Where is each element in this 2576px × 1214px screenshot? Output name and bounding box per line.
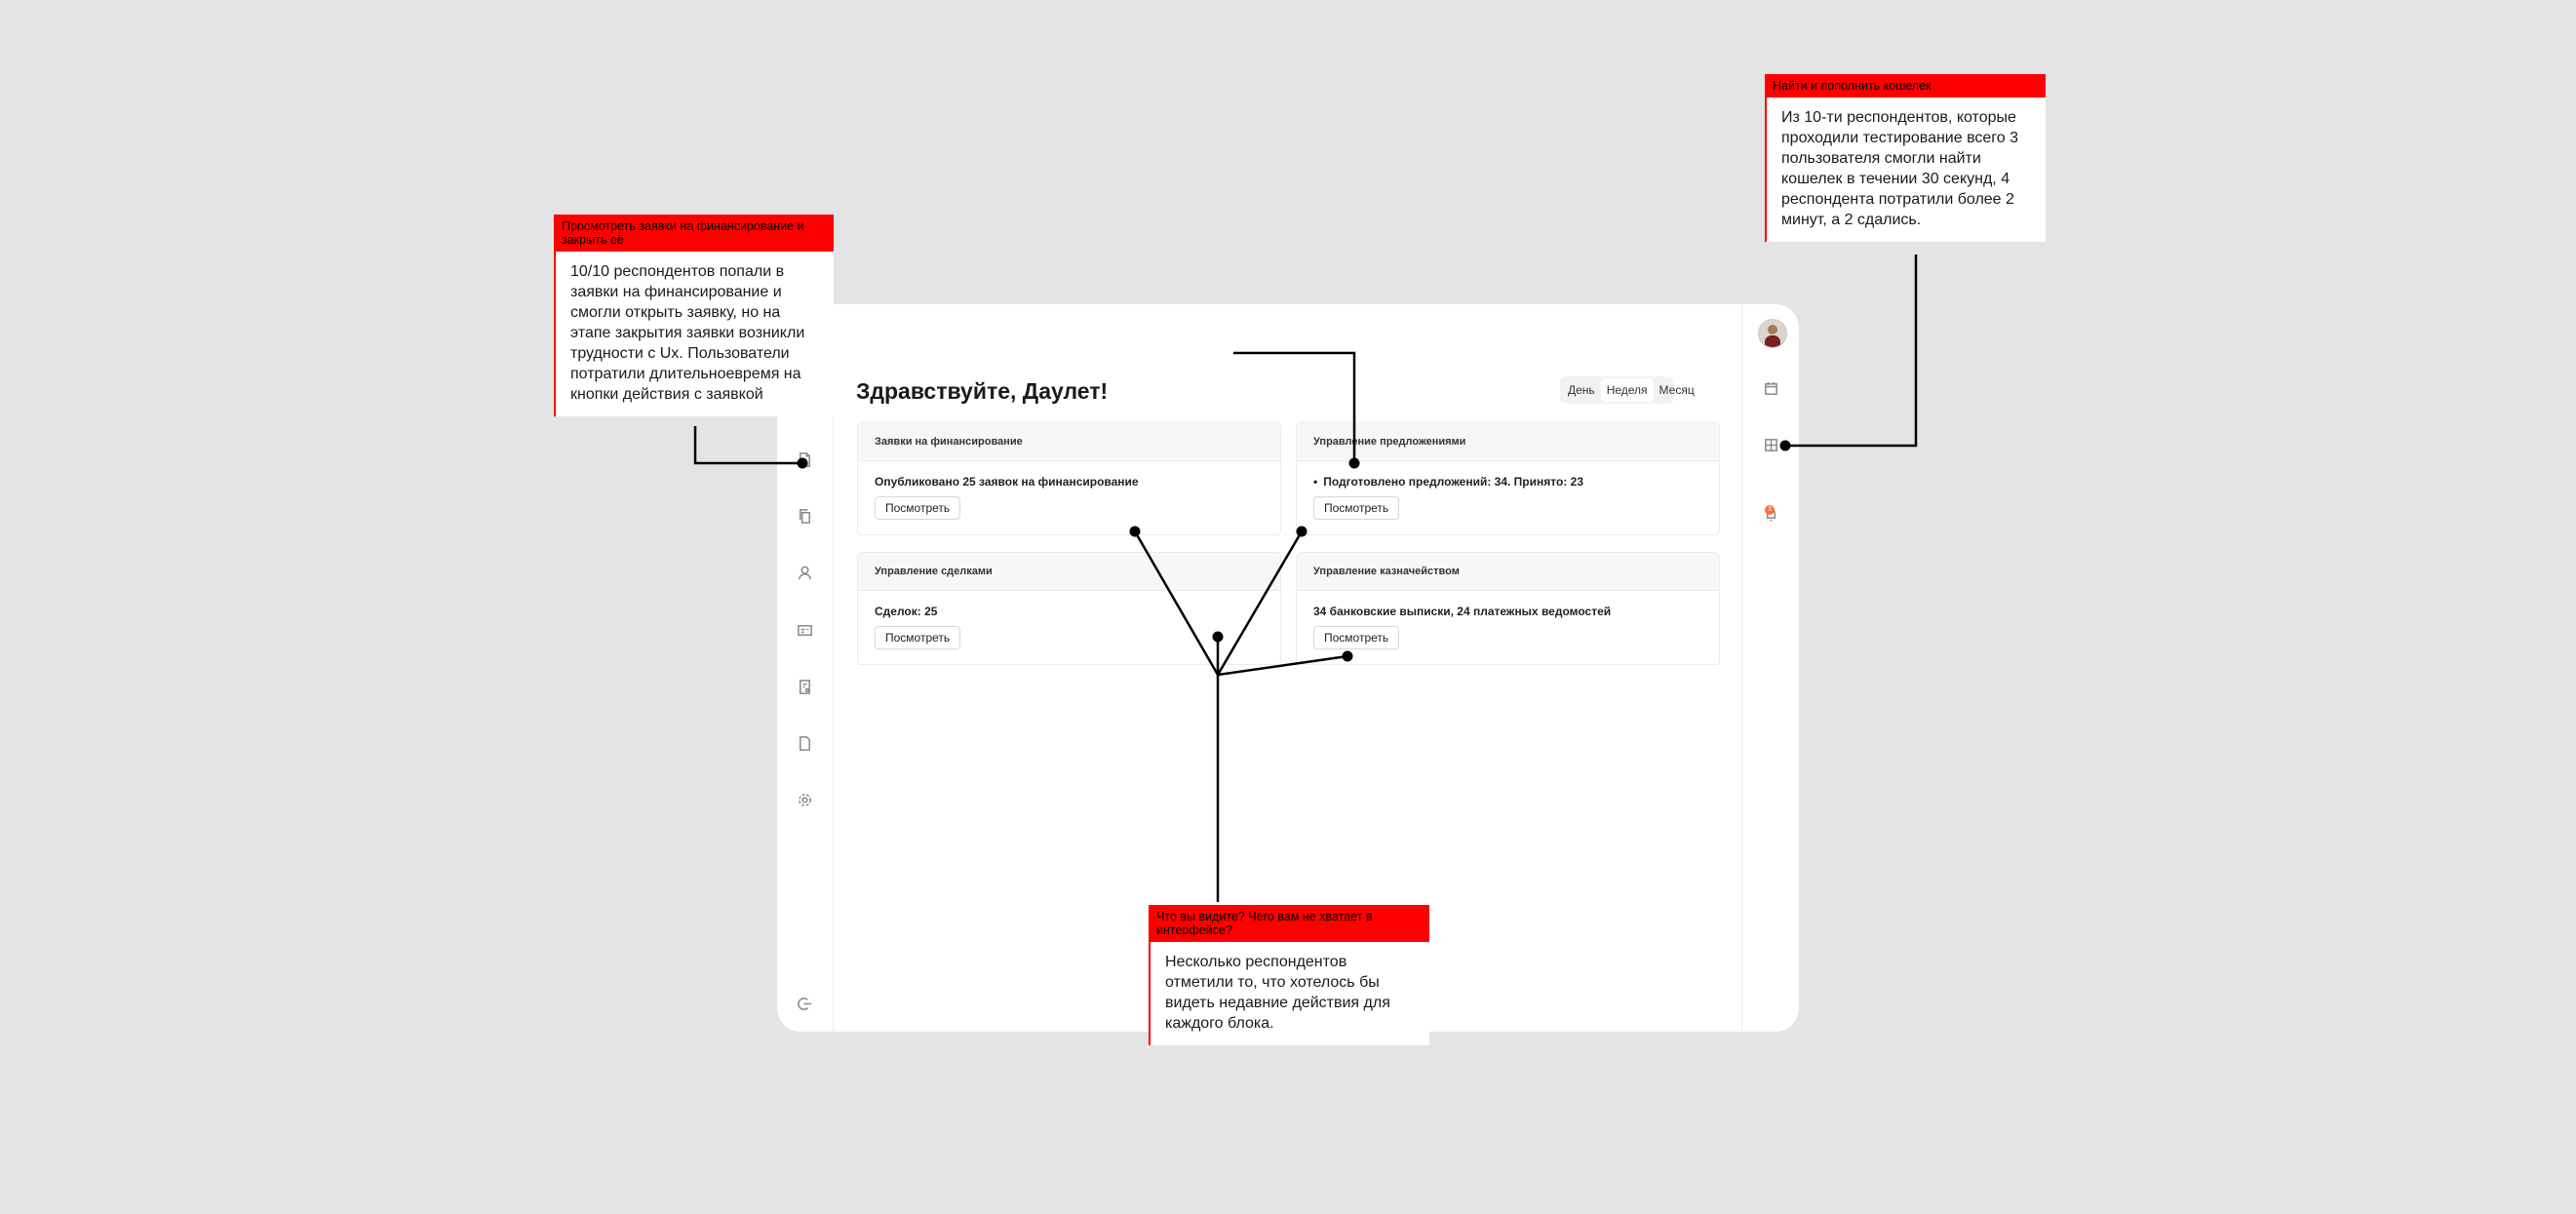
callout-body: Несколько респондентов отметили то, что хотелось бы видеть недавние действия для каждого блока. <box>1165 954 1390 1032</box>
view-button[interactable]: Посмотреть <box>1313 496 1399 520</box>
view-button[interactable]: Посмотреть <box>875 626 960 649</box>
document-icon[interactable] <box>794 449 815 470</box>
callout-missing <box>1149 905 1429 1045</box>
settings-icon[interactable] <box>794 789 815 810</box>
card-offers-management <box>1296 422 1720 535</box>
period-day[interactable]: День <box>1568 383 1595 397</box>
card-stat: Сделок: 25 <box>875 605 938 618</box>
avatar-shirt <box>1765 335 1780 348</box>
card-title: Заявки на финансирование <box>858 423 1280 461</box>
avatar-head <box>1768 325 1777 334</box>
copy-icon[interactable] <box>794 505 815 527</box>
connector-wallet <box>1785 255 1916 446</box>
card-title: Управление предложениями <box>1297 423 1719 461</box>
view-button[interactable]: Посмотреть <box>875 496 960 520</box>
wallet-icon[interactable] <box>1760 434 1781 455</box>
right-sidebar <box>1741 304 1799 1032</box>
view-button[interactable]: Посмотреть <box>1313 626 1399 649</box>
card-deals-management <box>857 552 1281 665</box>
callout-title: Просмотреть заявки на финансирование и закрыть её <box>556 215 834 252</box>
notification-badge: 3 <box>1765 505 1775 515</box>
callout-body: Из 10-ти респондентов, которые проходили тестирование всего 3 пользователя смогли найти кошелек в течении 30 секунд, 4 респондента потратили более 2 минут, а 2 сдались. <box>1781 109 2019 228</box>
id-card-icon[interactable] <box>794 619 815 641</box>
card-financing-requests <box>857 422 1281 535</box>
period-month[interactable]: Месяц <box>1659 383 1695 397</box>
card-treasury-management <box>1296 552 1720 665</box>
callout-title: Что вы видите? Чего вам не хватает в интерфейсе? <box>1151 905 1429 942</box>
card-title: Управление казначейством <box>1297 553 1719 591</box>
page-title: Здравствуйте, Даулет! <box>856 378 1109 404</box>
callout-financing <box>554 215 834 416</box>
card-stat: • Подготовлено предложений: 34. Принято: 23 <box>1313 475 1583 489</box>
report-icon[interactable] <box>794 676 815 697</box>
avatar[interactable] <box>1758 319 1787 348</box>
file-icon[interactable] <box>794 732 815 754</box>
card-stat: 34 банковские выписки, 24 платежных ведомостей <box>1313 605 1612 618</box>
period-switch <box>1560 376 1695 404</box>
callout-body: 10/10 респондентов попали в заявки на финансирование и смогли открыть заявку, но на этапе закрытия заявки возникли трудности с Ux. Пользователи потратили длительноевремя на кнопки действия с заявкой <box>570 263 805 403</box>
logout-icon[interactable] <box>794 993 815 1014</box>
card-title: Управление сделками <box>858 553 1280 591</box>
user-icon[interactable] <box>794 562 815 583</box>
period-week[interactable]: Неделя <box>1601 378 1654 402</box>
calendar-icon[interactable] <box>1760 377 1781 399</box>
callout-wallet <box>1765 74 2046 242</box>
card-stat: Опубликовано 25 заявок на финансирование <box>875 475 1139 489</box>
callout-title: Найти и пополнить кошелек <box>1767 74 2046 98</box>
